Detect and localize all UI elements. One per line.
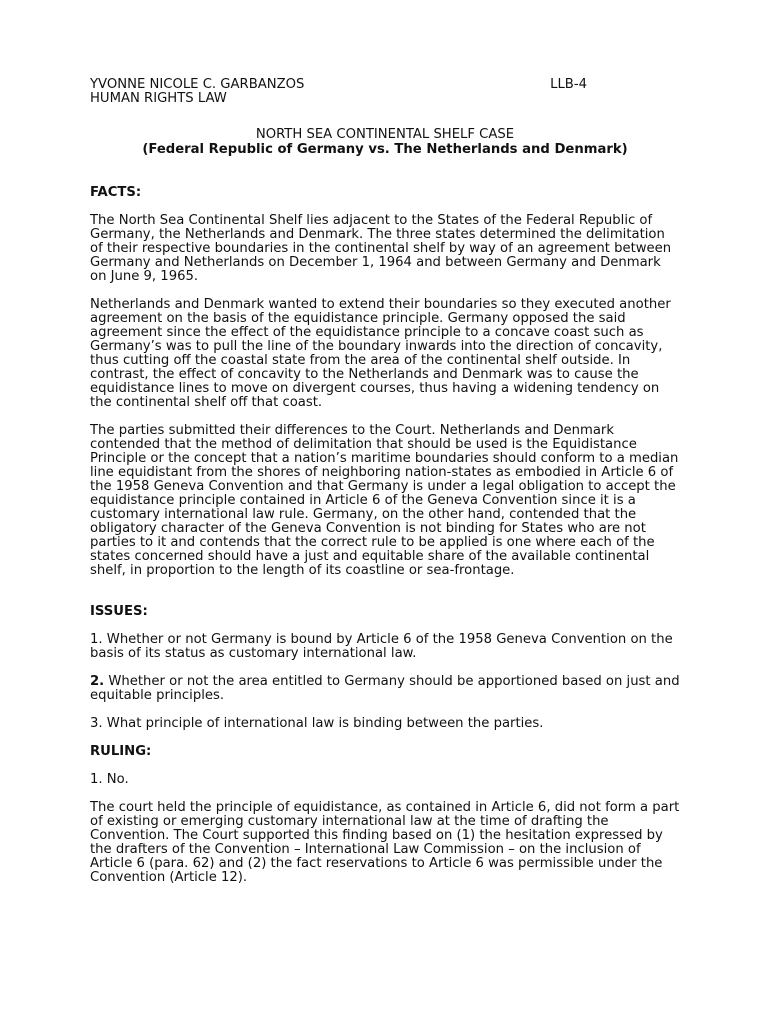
author-name: YVONNE NICOLE C. GARBANZOS xyxy=(90,77,305,92)
issue-1: 1. Whether or not Germany is bound by Article 6 of the 1958 Geneva Convention on the basis of its status as customary international law. xyxy=(90,632,673,661)
ruling-answer-1: 1. No. xyxy=(90,772,129,787)
issue-2-text: Whether or not the area entitled to Germany should be apportioned based on just and equitable principles. xyxy=(90,674,680,703)
case-title-line2: (Federal Republic of Germany vs. The Netherlands and Denmark) xyxy=(142,142,628,157)
issue-3: 3. What principle of international law is binding between the parties. xyxy=(90,716,544,731)
course-code: LLB-4 xyxy=(550,77,587,92)
subject-name: HUMAN RIGHTS LAW xyxy=(90,91,227,106)
facts-paragraph-3: The parties submitted their differences to the Court. Netherlands and Denmark contended that the method of delimitation that should be used is the Equidistance Principle or the concept that a nation’s maritime boundaries should conform to a median line equidistant from the shores of neighboring nation-states as embodied in Article 6 of the 1958 Geneva Convention and that Germany is under a legal obligation to accept the equidistance principle contained in Article 6 of the Geneva Convention since it is a customary international law rule. Germany, on the other hand, contended that the obligatory character of the Geneva Convention is not binding for States who are not parties to it and contends that the correct rule to be applied is one where each of the states concerned should have a just and equitable share of the available continental shelf, in proportion to the length of its coastline or sea-frontage. xyxy=(90,423,679,578)
facts-paragraph-2: Netherlands and Denmark wanted to extend their boundaries so they executed another agreement on the basis of the equidistance principle. Germany opposed the said agreement since the effect of the equidistance principle to a concave coast such as Germany’s was to pull the line of the boundary inwards into the direction of concavity, thus cutting off the coastal state from the area of the continental shelf outside. In contrast, the effect of concavity to the Netherlands and Denmark was to cause the equidistance lines to move on divergent courses, thus having a widening tendency on the continental shelf off that coast. xyxy=(90,297,671,410)
issue-2 xyxy=(90,675,680,703)
facts-paragraph-1: The North Sea Continental Shelf lies adjacent to the States of the Federal Republic of Germany, the Netherlands and Denmark. The three states determined the delimitation of their respective boundaries in the continental shelf by way of an agreement between Germany and Netherlands on December 1, 1964 and between Germany and Denmark on June 9, 1965. xyxy=(90,213,672,284)
case-title-line1: NORTH SEA CONTINENTAL SHELF CASE xyxy=(255,127,515,142)
case-title xyxy=(90,127,680,157)
ruling-heading: RULING: xyxy=(90,744,152,759)
issue-2-number: 2. xyxy=(90,674,105,689)
ruling-paragraph-1: The court held the principle of equidistance, as contained in Article 6, did not form a part of existing or emerging customary international law at the time of drafting the Convention. The Court supported this finding based on (1) the hesitation expressed by the drafters of the Convention – International Law Commission – on the inclusion of Article 6 (para. 62) and (2) the fact reservations to Article 6 was permissible under the Convention (Article 12). xyxy=(90,800,680,885)
issues-heading: ISSUES: xyxy=(90,604,148,619)
document-header xyxy=(90,78,587,92)
facts-heading: FACTS: xyxy=(90,185,142,200)
